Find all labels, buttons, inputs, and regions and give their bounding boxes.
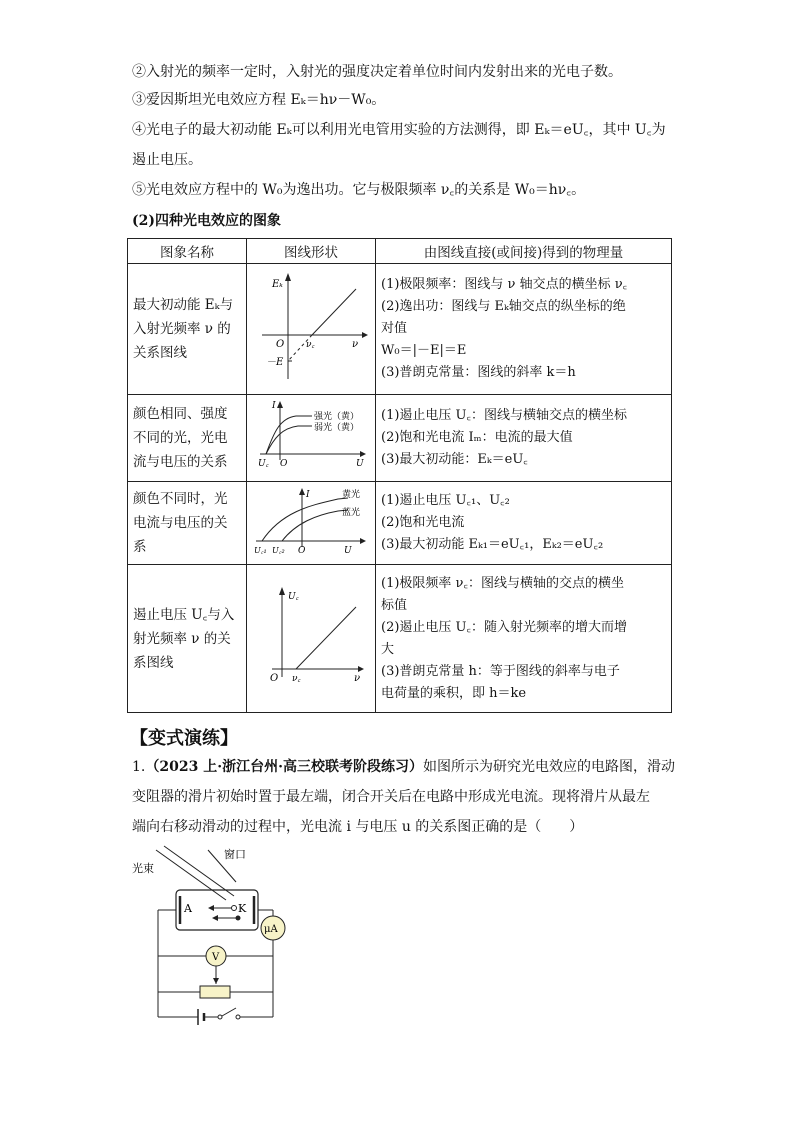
voltmeter-label: V bbox=[212, 952, 220, 963]
question-source: （2023 上·浙江台州·高三校联考阶段练习） bbox=[145, 759, 423, 775]
svg-text:强光（黄）: 强光（黄） bbox=[314, 412, 360, 422]
current-vs-voltage-same-color-graph bbox=[252, 398, 370, 474]
stopping-voltage-vs-frequency-graph bbox=[252, 577, 370, 697]
row3-name: 颜色不同时，光 电流与电压的关 系 bbox=[128, 482, 247, 565]
question-1-line-3: 端向右移动滑动的过程中，光电流 i 与电压 u 的关系图正确的是（ ） bbox=[132, 819, 584, 835]
question-number: 1. bbox=[132, 759, 146, 775]
question-1-line-1 bbox=[132, 757, 692, 777]
svg-text:蓝光: 蓝光 bbox=[342, 508, 361, 518]
svg-text:U: U bbox=[356, 459, 364, 469]
row3-graph bbox=[247, 482, 376, 565]
question-1-line-2: 变阻器的滑片初始时置于最左端，闭合开关后在电路中形成光电流。现将滑片从最左 bbox=[132, 789, 650, 805]
svg-text:Eₖ: Eₖ bbox=[272, 279, 283, 290]
intro-line-4-cont: 遏止电压。 bbox=[132, 152, 202, 168]
beam-label: 光束 bbox=[132, 862, 154, 875]
section-title: (2)四种光电效应的图象 bbox=[132, 213, 281, 229]
question-text-1: 如图所示为研究光电效应的电路图，滑动 bbox=[422, 759, 675, 775]
ek-vs-frequency-graph bbox=[252, 267, 370, 387]
table-row bbox=[128, 482, 672, 565]
row4-name: 遏止电压 U꜀与入 射光频率 ν 的关 系图线 bbox=[128, 565, 247, 713]
table-row bbox=[128, 395, 672, 482]
svg-text:U꜀: U꜀ bbox=[258, 459, 269, 469]
table-row bbox=[128, 264, 672, 395]
row1-graph bbox=[247, 264, 376, 395]
exercise-banner: 【变式演练】 bbox=[130, 728, 238, 749]
svg-text:弱光（黄）: 弱光（黄） bbox=[314, 423, 360, 433]
svg-text:I: I bbox=[272, 401, 276, 411]
table-header-row bbox=[128, 239, 672, 264]
row2-quantities: (1)遏止电压 U꜀：图线与横轴交点的横坐标 (2)饱和光电流 Iₘ：电流的最大值 (3)最大初动能：Eₖ＝eU꜀ bbox=[376, 395, 672, 482]
intro-line-2: ②入射光的频率一定时，入射光的强度决定着单位时间内发射出来的光电子数。 bbox=[132, 64, 622, 80]
svg-text:O: O bbox=[298, 546, 306, 556]
svg-text:U꜀: U꜀ bbox=[288, 591, 299, 602]
table-row bbox=[128, 565, 672, 713]
svg-text:－E: －E bbox=[266, 357, 284, 368]
svg-text:I: I bbox=[306, 490, 310, 500]
svg-text:O: O bbox=[276, 339, 285, 350]
svg-text:U꜀₁: U꜀₁ bbox=[254, 546, 267, 555]
svg-text:ν: ν bbox=[354, 672, 361, 684]
svg-text:ν꜀: ν꜀ bbox=[306, 340, 315, 350]
row1-quantities: (1)极限频率：图线与 ν 轴交点的横坐标 ν꜀ (2)逸出功：图线与 Eₖ轴交点的纵坐标的绝 对值 W₀＝|－E|＝E (3)普朗克常量：图线的斜率 k＝h bbox=[376, 264, 672, 395]
photoelectric-circuit-diagram bbox=[128, 842, 298, 1032]
window-label: 窗口 bbox=[224, 848, 246, 861]
svg-text:U꜀₂: U꜀₂ bbox=[272, 546, 285, 555]
photoelectric-graph-table bbox=[127, 238, 672, 713]
svg-text:ν꜀: ν꜀ bbox=[292, 673, 301, 684]
svg-text:黄光: 黄光 bbox=[342, 490, 361, 500]
header-quantity: 由图线直接(或间接)得到的物理量 bbox=[376, 239, 672, 264]
header-shape: 图线形状 bbox=[247, 239, 376, 264]
intro-line-4: ④光电子的最大初动能 Eₖ可以利用光电管用实验的方法测得，即 Eₖ＝eU꜀，其中 U꜀为 bbox=[132, 122, 666, 138]
microammeter-label: μA bbox=[264, 924, 278, 935]
svg-text:ν: ν bbox=[352, 339, 359, 350]
row4-graph bbox=[247, 565, 376, 713]
row2-graph bbox=[247, 395, 376, 482]
row4-quantities: (1)极限频率 ν꜀：图线与横轴的交点的横坐 标值 (2)遏止电压 U꜀：随入射光频率的增大而增 大 (3)普朗克常量 h：等于图线的斜率与电子 电荷量的乘积，即 h＝ke bbox=[376, 565, 672, 713]
cathode-label: K bbox=[238, 902, 247, 915]
header-name: 图象名称 bbox=[128, 239, 247, 264]
row3-quantities: (1)遏止电压 U꜀₁、U꜀₂ (2)饱和光电流 (3)最大初动能 Eₖ₁＝eU꜀₁，Eₖ₂＝eU꜀₂ bbox=[376, 482, 672, 565]
svg-text:O: O bbox=[270, 672, 279, 684]
svg-text:O: O bbox=[280, 459, 288, 469]
intro-line-5: ⑤光电效应方程中的 W₀为逸出功。它与极限频率 ν꜀的关系是 W₀＝hν꜀。 bbox=[132, 182, 586, 198]
row2-name: 颜色相同、强度 不同的光，光电 流与电压的关系 bbox=[128, 395, 247, 482]
row1-name: 最大初动能 Eₖ与 入射光频率 ν 的 关系图线 bbox=[128, 264, 247, 395]
anode-label: A bbox=[184, 902, 192, 915]
intro-line-3: ③爱因斯坦光电效应方程 Eₖ＝hν－W₀。 bbox=[132, 92, 386, 108]
svg-text:U: U bbox=[344, 546, 352, 556]
current-vs-voltage-diff-color-graph bbox=[252, 485, 370, 557]
